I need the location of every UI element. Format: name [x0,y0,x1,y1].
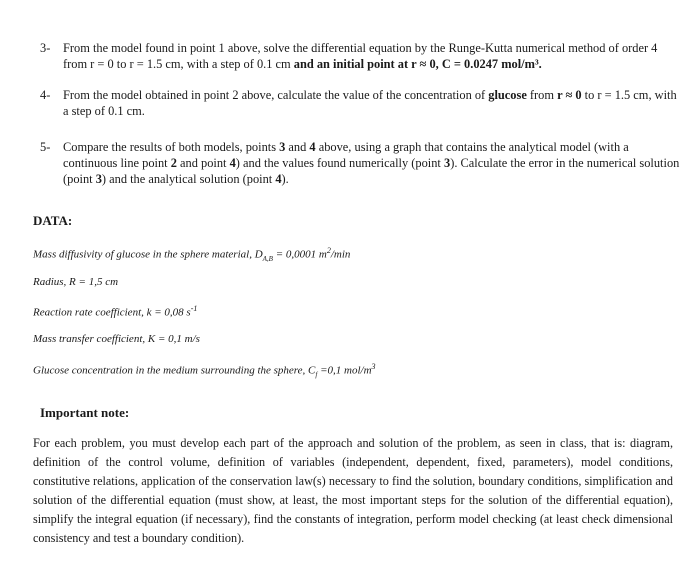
item-text: From the model found in point 1 above, solve the differential equation by the Runge-Kutta numerical method of order 4 from r = 0 to r = 1.5 cm, with a step of 0.1 cm and an initial point at r ≈ 0, C = 0.0247 mol/m³. [63,41,658,71]
data-reaction-rate: Reaction rate coefficient, k = 0,08 $s^{-1}$ [33,304,198,319]
data-heading: DATA: [33,213,73,228]
important-note-title: Important note: [40,405,130,420]
item-number: 4- [40,88,51,102]
item-text: Compare the results of both models, points 3 and 4 above, using a graph that contains the analytical model (with a continuous line point 2 and point 4) and the values found numerically (point 3). Calculate the error in the numerical solution (point 3) and the analytical solution (point 4). [63,140,680,186]
list-item-5 [40,139,680,187]
list-item-4 [40,87,680,119]
item-number: 5- [40,140,51,154]
data-glucose-concentration: Glucose concentration in the medium surrounding the sphere, $C_f =0,1$ mol/$m^3$ [33,362,376,379]
item-text: From the model obtained in point 2 above, calculate the value of the concentration of glucose from r ≈ 0 to r = 1.5 cm, with a step of 0.1 cm. [63,88,677,118]
data-mass-diffusivity: Mass diffusivity of glucose in the sphere material, $D_{A,B} = 0,0001$ $m^2/\min$ [33,246,351,263]
data-radius: Radius, R = 1,5 cm [33,276,119,288]
important-note-body: For each problem, you must develop each part of the approach and solution of the problem, as seen in class, that is: diagram, definition of the control volume, definition of variables (independent, dependent, fixed, parameters), model conditions, constitutive relations, application of the conservation law(s) necessary to find the solution, boundary conditions, simplification and solution of the differential equation (must show, at least, the most important steps for the solution of the differential equation), simplify the integral equation (if necessary), find the constants of integration, perform model checking (at least check dimensional consistency and test a boundary condition). [33,436,673,545]
item-number: 3- [40,41,51,55]
list-item-3 [40,40,680,72]
data-mass-transfer: Mass transfer coefficient, K = 0,1 m/s [33,333,200,345]
